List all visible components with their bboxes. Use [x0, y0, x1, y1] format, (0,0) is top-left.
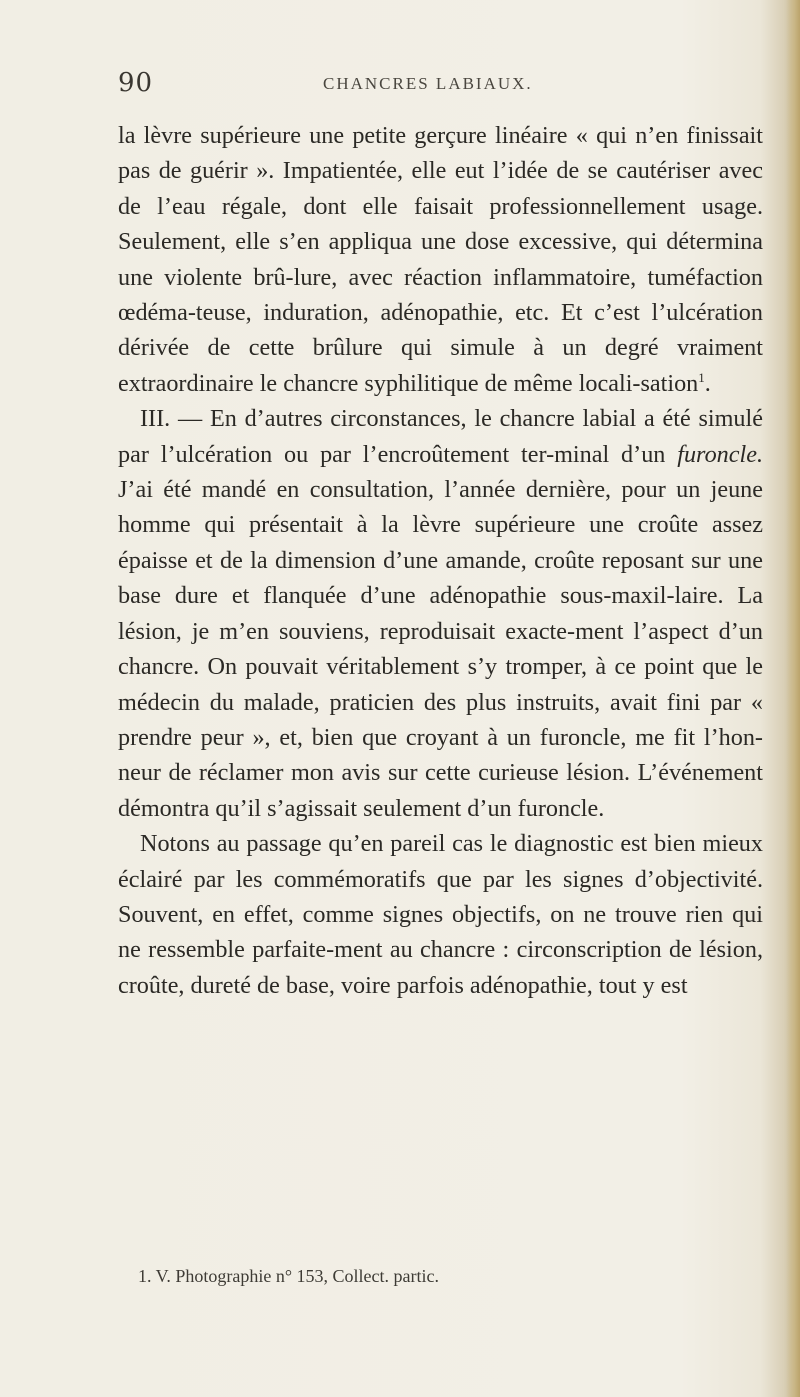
- paragraph-3-text: Notons au passage qu’en pareil cas le diagnostic est bien mieux éclairé par les commémoratifs que par les signes d’objectivité. Souvent, en effet, comme signes objectifs, on ne trouve rien qui ne ressemble parfaite-ment au chancre : circonscription de lésion, croûte, dureté de base, voire parfois adénopathie, tout y est: [118, 830, 763, 999]
- footnote: 1. V. Photographie n° 153, Collect. partic.: [138, 1266, 439, 1286]
- paragraph-2-italic-term: furoncle.: [677, 440, 763, 468]
- body-text: [118, 118, 763, 1003]
- paragraph-1-end: .: [704, 369, 711, 397]
- paragraph-2-text-b: J’ai été mandé en consultation, l’année dernière, pour un jeune homme qui présentait à la lèvre supérieure une croûte assez épaisse et de la dimension d’une amande, croûte reposant sur une base dure et flanquée d’une adénopathie sous-maxil-laire. La lésion, je m’en souviens, reproduisait exacte-ment l’aspect d’un chancre. On pouvait véritablement s’y tromper, à ce point que le médecin du malade, praticien des plus instruits, avait fini par « prendre peur », et, bien que croyant à un furoncle, me fit l’hon-neur de réclamer mon avis sur cette curieuse lésion. L’événement démontra qu’il s’agissait seulement d’un furoncle.: [118, 476, 763, 822]
- paragraph-3: [118, 826, 763, 1003]
- paragraph-1: [118, 118, 763, 401]
- running-title: CHANCRES LABIAUX.: [323, 74, 533, 93]
- page-edge-shadow: [786, 0, 800, 1397]
- footnote-marker: 1: [698, 369, 705, 385]
- paragraph-2-text-a: III. — En d’autres circonstances, le chancre labial a été simulé par l’ulcération ou par l’encroûtement ter-minal d’un: [118, 405, 763, 468]
- page-number: 90: [118, 68, 154, 98]
- page-header: [118, 68, 758, 108]
- paragraph-2: [118, 401, 763, 826]
- paragraph-1-text: la lèvre supérieure une petite gerçure linéaire « qui n’en finissait pas de guérir ». Impatientée, elle eut l’idée de se cautériser avec de l’eau régale, dont elle faisait professionnellement usage. Seulement, elle s’en appliqua une dose excessive, qui détermina une violente brû-lure, avec réaction inflammatoire, tuméfaction œdéma-teuse, induration, adénopathie, etc. Et c’est l’ulcération dérivée de cette brûlure qui simule à un degré vraiment extraordinaire le chancre syphilitique de même locali-sation: [118, 122, 763, 397]
